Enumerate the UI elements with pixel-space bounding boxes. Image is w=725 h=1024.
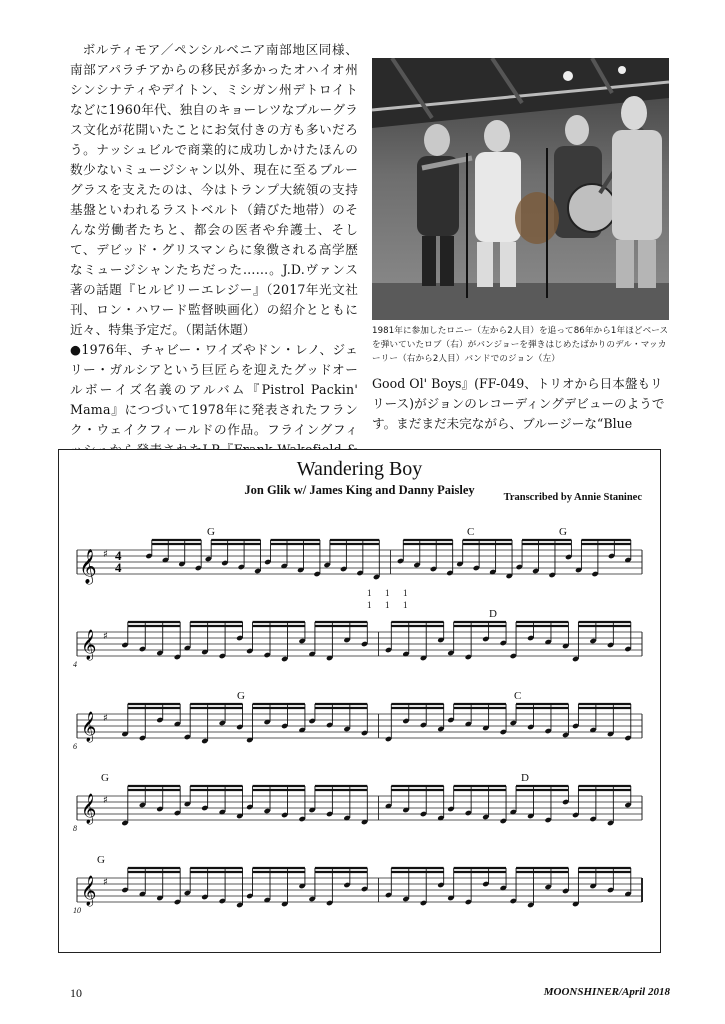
- measure-number: 6: [73, 742, 77, 751]
- band-photo-image: [372, 58, 669, 320]
- band-photo: [372, 58, 669, 320]
- key-signature-sharp: ♯: [103, 631, 108, 642]
- magazine-issue: MOONSHINER/April 2018: [543, 986, 670, 998]
- chord-symbol: D: [489, 608, 497, 620]
- measure-number: 8: [73, 824, 77, 833]
- music-staves: [59, 450, 660, 952]
- time-sig-bottom: 4: [115, 560, 122, 575]
- article-paragraph-2: ●1976年、チャビー・ワイズやドン・レノ、ジェリー・ガルシアという巨匠らを迎えたグッドオールボーイズ名義のアルバム『Pistrol Packin' Mama』につづいて1978年に発表されたフランク・ウェイクフィールドの作品。フライングフィ: [70, 342, 358, 437]
- article-left-column: [70, 40, 358, 480]
- time-sig-top: 4: [115, 548, 122, 563]
- treble-clef: 𝄞: [81, 794, 97, 824]
- key-signature-sharp: ♯: [103, 713, 108, 724]
- tab-number: 1: [403, 588, 408, 598]
- score-credits: Jon Glik w/ James King and Danny Paisley: [244, 483, 475, 497]
- key-signature-sharp: ♯: [103, 795, 108, 806]
- page-number: 10: [70, 986, 82, 1000]
- sheet-music: [58, 449, 661, 953]
- measure-number: 10: [73, 906, 81, 915]
- measure-number: 4: [73, 660, 77, 669]
- treble-clef: 𝄞: [81, 630, 97, 660]
- chord-symbol: C: [514, 690, 522, 702]
- key-signature-sharp: ♯: [103, 549, 108, 560]
- key-signature-sharp: ♯: [103, 877, 108, 888]
- tab-number: 1: [385, 600, 390, 610]
- chord-symbol: D: [521, 772, 529, 784]
- tab-number: 1: [403, 600, 408, 610]
- photo-caption: 1981年に参加したロニー（左から2人目）を追って86年から1年ほどベースを弾いていたロブ（右）がバンジョーを弾きはじめたばかりのデル・マッカーリー（右から2人目）バンドでのジョン（左）: [372, 326, 669, 364]
- chord-symbol: G: [559, 526, 567, 538]
- tab-number: 1: [367, 600, 372, 610]
- tab-number: 1: [385, 588, 390, 598]
- score-title: Wandering Boy: [296, 458, 423, 480]
- article-right-column: Good Ol' Boys』(FF-049、トリオから日本盤もリリース)がジョンのレコーディングデビューのようです。まだまだ未完ながら、ブルージーな“Blue: [372, 376, 665, 431]
- chord-symbol: G: [237, 690, 245, 702]
- chord-symbol: G: [207, 526, 215, 538]
- treble-clef: 𝄞: [79, 549, 97, 584]
- tab-number: 1: [367, 588, 372, 598]
- treble-clef: 𝄞: [81, 876, 97, 906]
- score-transcriber: Transcribed by Annie Staninec: [503, 492, 642, 503]
- article-paragraph-1: ボルティモア／ペンシルベニア南部地区同様、南部アパラチアからの移民が多かったオハイオ州シンシナティやデイトン、ミシガン州デトロイトなどに1960年代、独自のキョーレツなブルーグラス文化が花開いたことにお気付きの方も多いだろう。ナッシュビルで商業的に成功しかけたほんの数少ないミュージシャン以外、現在に至るブルーグラスを支えたのは、今はトランプ大統領の支持基盤といわれるラストベルト（錆びた地帯）のそんな労働者たちと、都会の医者や弁護士、そして、デビッド・グリスマンらに象徴される高学歴なミュージシャンたちだった……。J.D.ヴァンス著の話題『ヒルビリーエレジー』（2017年光文社刊、ロン・ハワード監督映画化）の紹介とともに近々、特集予定だ。（閑話休題）: [70, 42, 358, 337]
- chord-symbol: G: [101, 772, 109, 784]
- chord-symbol: G: [97, 854, 105, 866]
- chord-symbol: C: [467, 526, 475, 538]
- treble-clef: 𝄞: [81, 712, 97, 742]
